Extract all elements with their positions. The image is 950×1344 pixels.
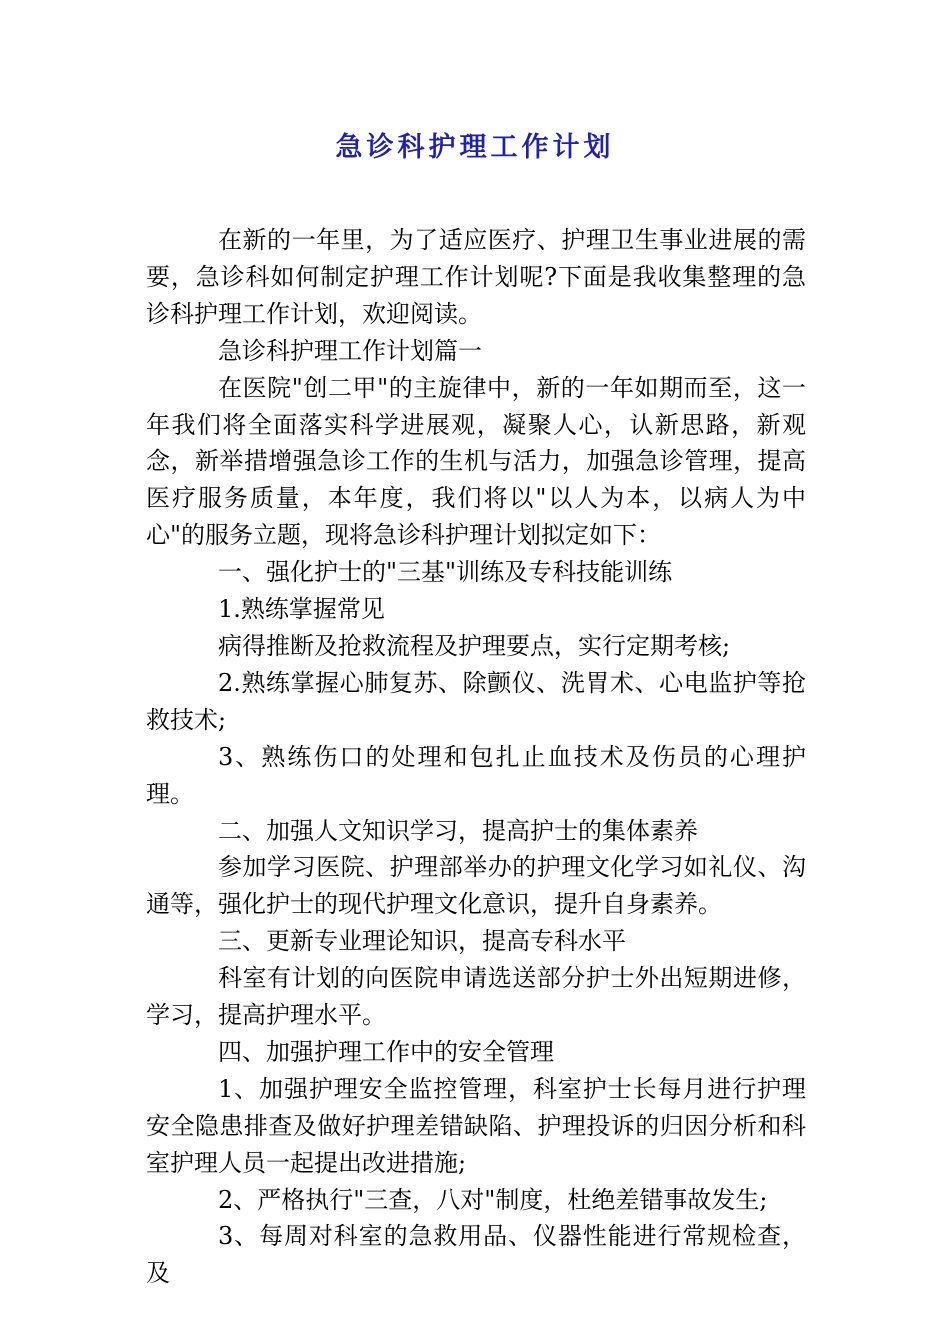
document-body (146, 222, 806, 1292)
list-item: 2.熟练掌握心肺复苏、除颤仪、洗胃术、心电监护等抢救技术; (146, 668, 806, 734)
document-title: 急诊科护理工作计划 (335, 132, 615, 163)
list-item: 3、熟练伤口的处理和包扎止血技术及伤员的心理护理。 (146, 742, 806, 808)
section-heading: 三、更新专业理论知识，提高专科水平 (218, 927, 626, 956)
paragraph: 在新的一年里，为了适应医疗、护理卫生事业进展的需要，急诊科如何制定护理工作计划呢?下面是我收集整理的急诊科护理工作计划，欢迎阅读。 (146, 226, 806, 328)
section-heading: 一、强化护士的"三基"训练及专科技能训练 (218, 558, 673, 587)
list-item: 1.熟练掌握常见 (218, 595, 385, 624)
list-item: 2、严格执行"三查，八对"制度，杜绝差错事故发生; (218, 1185, 768, 1214)
paragraph: 参加学习医院、护理部举办的护理文化学习如礼仪、沟通等，强化护士的现代护理文化意识，提升自身素养。 (146, 853, 806, 919)
list-item: 3、每周对科室的急救用品、仪器性能进行常规检查，及 (146, 1222, 806, 1288)
section-heading: 急诊科护理工作计划篇一 (218, 336, 482, 365)
list-item: 1、加强护理安全监控管理，科室护士长每月进行护理安全隐患排查及做好护理差错缺陷、护理投诉的归因分析和科室护理人员一起提出改进措施; (146, 1074, 806, 1177)
paragraph: 病得推断及抢救流程及护理要点，实行定期考核; (218, 631, 731, 660)
paragraph: 在医院"创二甲"的主旋律中，新的一年如期而至，这一年我们将全面落实科学进展观，凝聚人心，认新思路，新观念，新举措增强急诊工作的生机与活力，加强急诊管理，提高医疗服务质量，本年度，我们将以"以人为本，以病人为中心"的服务立题，现将急诊科护理计划拟定如下： (146, 373, 806, 550)
paragraph: 科室有计划的向医院申请选送部分护士外出短期进修，学习，提高护理水平。 (146, 964, 806, 1030)
section-heading: 四、加强护理工作中的安全管理 (218, 1037, 554, 1066)
section-heading: 二、加强人文知识学习，提高护士的集体素养 (218, 816, 698, 845)
